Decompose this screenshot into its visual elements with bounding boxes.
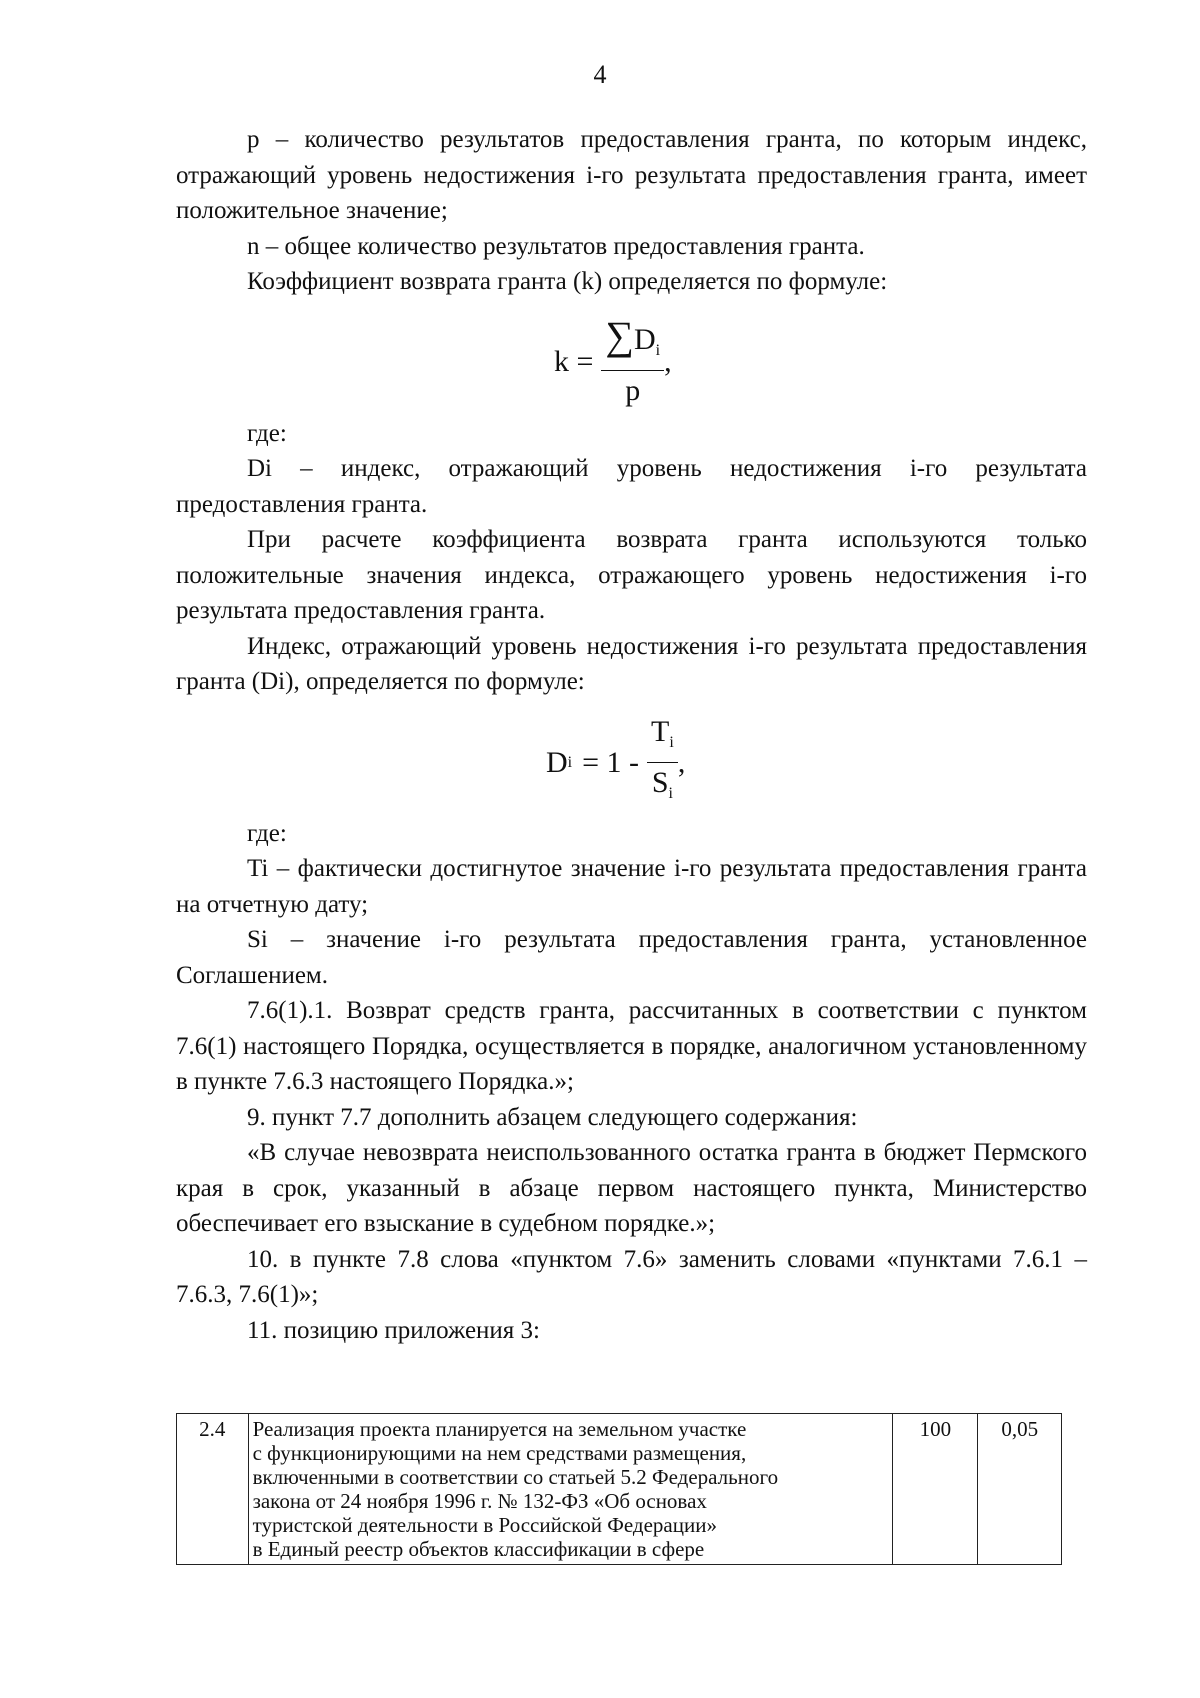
formula-k-lhs: k = xyxy=(554,345,594,379)
formula-d-den-var: S xyxy=(651,766,669,799)
ti-definition: Ti – фактически достигнутое значение i-го результата предоставления гранта на отчетную дату; xyxy=(176,855,1087,918)
cell-points: 100 xyxy=(893,1414,978,1565)
where-label-2: где: xyxy=(247,819,287,847)
formula-k-fraction xyxy=(601,312,664,409)
criterion-line: закона от 24 ноября 1996 г. № 132-ФЗ «Об основах xyxy=(252,1489,707,1513)
formula-d-den-sub: i xyxy=(668,785,673,802)
formula-k-denominator: p xyxy=(625,374,641,407)
formula-d-comma: , xyxy=(677,745,686,779)
quoted-paragraph: «В случае невозврата неиспользованного остатка гранта в бюджет Пермского края в срок, указанный в абзаце первом настоящего пункта, Министерство обеспечивает его взыскание в судебном порядке.»; xyxy=(176,1139,1087,1237)
criterion-line: туристской деятельности в Российской Федерации» xyxy=(252,1513,717,1537)
criterion-line: включенными в соответствии со статьей 5.2 Федерального xyxy=(252,1465,779,1489)
criterion-line: с функционирующими на нем средствами размещения, xyxy=(252,1441,747,1465)
item-9: 9. пункт 7.7 дополнить абзацем следующего содержания: xyxy=(247,1103,858,1131)
item-10: 10. в пункте 7.8 слова «пунктом 7.6» заменить словами «пунктами 7.6.1 – 7.6.3, 7.6(1)»; xyxy=(176,1245,1087,1308)
formula-d xyxy=(176,700,1087,816)
formula-d-lhs-var: D xyxy=(546,745,568,779)
sum-symbol: ∑ xyxy=(605,312,634,358)
formula-k-comma: , xyxy=(664,345,672,379)
formula-k-num-sub: i xyxy=(655,341,661,359)
formula-d-num-var: T xyxy=(651,714,670,748)
di-formula-intro: Индекс, отражающий уровень недостижения i-го результата предоставления гранта (Di), определяется по формуле: xyxy=(176,632,1087,695)
p-definition: p – количество результатов предоставления гранта, по которым индекс, отражающий уровень недостижения i-го результата предоставления гранта, имеет положительное значение; xyxy=(176,126,1087,224)
document-body xyxy=(176,122,1087,1348)
cell-criterion xyxy=(248,1414,893,1565)
criterion-line: Реализация проекта планируется на земельном участке xyxy=(252,1417,747,1441)
formula-d-num-sub: i xyxy=(669,733,674,751)
formula-d-fraction xyxy=(647,714,678,812)
cell-weight: 0,05 xyxy=(978,1414,1062,1565)
item-11: 11. позицию приложения 3: xyxy=(247,1316,540,1344)
criterion-line: в Единый реестр объектов классификации в сфере xyxy=(252,1537,705,1561)
cell-number: 2.4 xyxy=(177,1414,249,1565)
item-7-6-1-1: 7.6(1).1. Возврат средств гранта, рассчитанных в соответствии с пунктом 7.6(1) настоящего Порядка, осуществляется в порядке, аналогичном установленному в пункте 7.6.3 настоящего Порядка.»; xyxy=(176,997,1087,1095)
formula-d-lhs-sub: i xyxy=(567,753,573,771)
page-number: 4 xyxy=(593,60,607,89)
where-label-1: где: xyxy=(247,419,287,447)
formula-k-num-var: D xyxy=(633,322,656,356)
table-row xyxy=(177,1414,1062,1565)
n-definition: n – общее количество результатов предоставления гранта. xyxy=(247,232,865,260)
k-formula-intro: Коэффициент возврата гранта (k) определяется по формуле: xyxy=(247,268,888,295)
si-definition: Si – значение i-го результата предоставления гранта, установленное Соглашением. xyxy=(176,926,1087,989)
di-definition: Di – индекс, отражающий уровень недостижения i-го результата предоставления гранта. xyxy=(176,455,1087,518)
formula-d-eq: = 1 - xyxy=(582,745,640,779)
formula-k xyxy=(176,300,1087,416)
calc-note: При расчете коэффициента возврата гранта используются только положительные значения индекса, отражающего уровень недостижения i-го результата предоставления гранта. xyxy=(176,526,1087,624)
appendix-table xyxy=(176,1413,1062,1565)
